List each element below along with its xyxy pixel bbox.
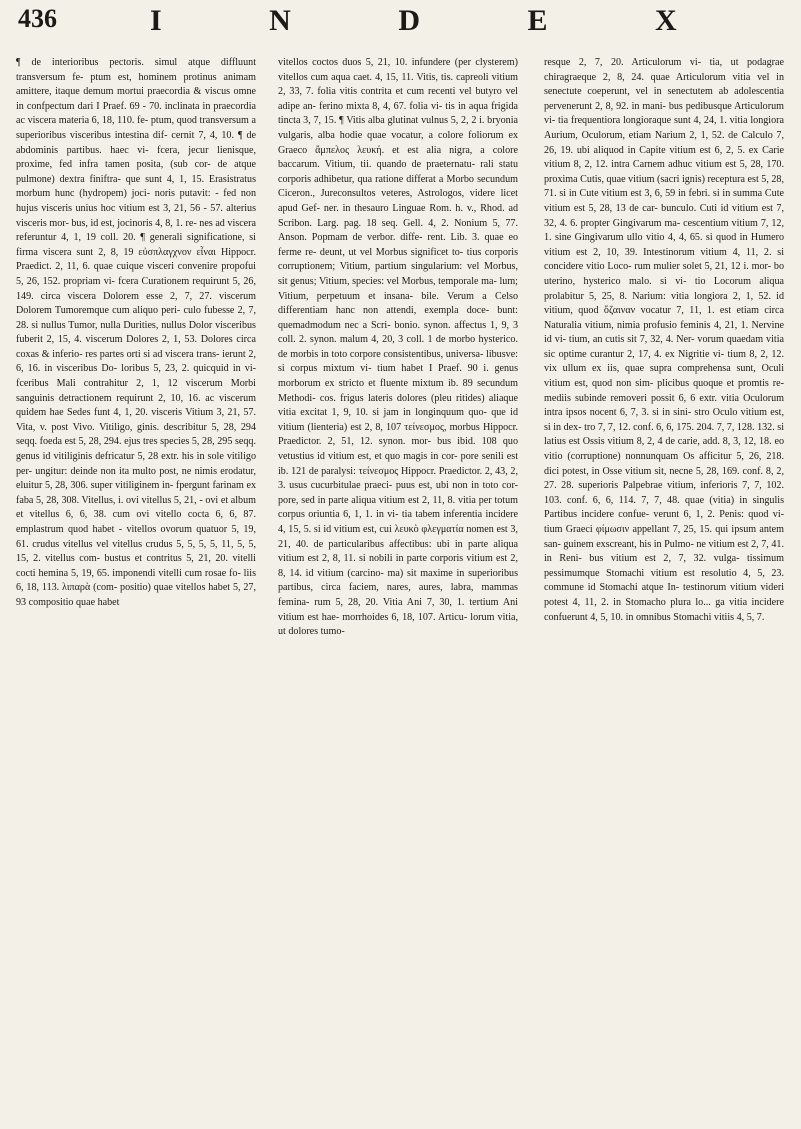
- index-column-middle: [278, 56, 518, 1096]
- running-head: I N D E X: [150, 4, 727, 37]
- index-columns: [16, 56, 786, 1096]
- page-header: [0, 0, 801, 48]
- column-text: resque 2, 7, 20. Articulorum vi- tia, ut podagrae chiragraeque 2, 8, 24. quae Articulorum vitia vel in senectute coeperunt, vel in senectutem ab adolescentia pervenerunt 2, 8, 92. in mani- bus pedibusque Articulorum vi- tia frequentiora longioraque sunt 4, 24, 1. vitia longiora Aurium, Oculorum, etiam Narium 2, 1, 52. de Calculo 7, 26, 19. ubi aliquod in Capite vitium est 6, 2, 5. ex Carie vitium 8, 2, 12. intra Carnem adhuc vitium est 5, 28, 170. proxima Cutis, quae vitium (sacri ignis) receptura est 5, 28, 71. si in Cute vitium est 3, 6, 59 in febri. si in summa Cute vitium est 5, 28, 13 de car- bunculo. Cuti id vitium est 7, 32, 4. 6. propter Gingivarum ma- cescentium vitium 7, 12, 1. sine Gingivarum ullo vitio 4, 4, 65. si quod in Humero vitium est 2, 10, 39. Intestinorum vitium 4, 11, 2. si concidere vitio Loco- rum mulier solet 5, 21, 12 i. mor- bo uterino, hysterico malo. si vi- tio Locorum aliqua prolabitur 5, 25, 8. Narium: vitia longiora 2, 1, 52. id vitium, quod ὄζαιναν vocatur 7, 11, 1. est etiam circa Naturalia vitium, nimia profusio feminis 4, 21, 1. Nervine id vi- tium, an cutis sit 7, 32, 4. Ner- vorum quaedam vitia sic optime curantur 2, 17, 4. ex Nigritie vi- tium 8, 2, 12. vix ullum ex iis, quae supra comprehensa sunt, Oculi vitium est, quod non sim- plicibus quoque et promtis re- mediis subinde removeri possit 6, 6 extr. vitia Oculorum intra ipsos nocent 6, 7, 3. si in sini- stro Oculo vitium est, si in dex- tro 7, 7, 12. conf. 6, 6, 175. 204. 7, 7, 128. 132. si latius est Ossis vitium 8, 2, 4 de carie, add. 8, 3, 12, 18. eo vitio (corruptione) nonnunquam Os afficitur 5, 26, 218. dici potest, in Osse vitium sit, necne 5, 28, 169. conf. 8, 2, 27. 28. superioris Palpebrae vitium, inferioris 7, 7, 102. 103. conf. 6, 6, 114. 7, 7, 48. quae (vitia) in singulis Partibus incidere confue- verunt 6, 1, 2. Penis: quod vi- tium Graeci φίμωσιν appellant 7, 25, 15. qui ipsum antem san- guinem exscreant, his in Pulmo- ne vitium est 2, 7, 41. in Reni- bus vitium est 2, 7, 32. vulga- tissimum pessimumque Stomachi vitium est resolutio 4, 5, 23. commune id Stomachi atque In- testinorum vitium videri potest 4, 11, 2. in Stomacho plura lo... ga vitia incidere confuerunt 4, 5, 10. in omnibus Stomachi vitiis 4, 5, 7.: [544, 57, 784, 623]
- column-text: vitellos coctos duos 5, 21, 10. infundere (per clysterem) vitellos cum aqua caet. 4, 15, 11. Vitis, tis. capreoli vitium 2, 33, 7. folia vitis contrita et cum recenti vel butyro vel adipe an- ferino mixta 8, 4, 67. folia vi- tis in aqua frigida tincta 3, 7, 15. ¶ Vitis alba glutinat vulnus 5, 2, 2 i. bryonia vulgaris, alba hodie quae vocatur, a colore foliorum ex Graeco ἄμπελος λευκή. et est alia nigra, a colore baccarum. Vitium, tii. quando de praeternatu- rali statu corporis adhibetur, qua ratione differat a Morbo secundum Ciceron., Jureconsultos veteres, Astrologos, videre licet apud Gef- ner. in thesauro Linguae Rom. h. v., Rhod. ad Scribon. Larg. pag. 18 seq. Gell. 4, 2. Nonium 5, 77. Anson. Popmam de verbor. diffe- rent. Lib. 3. quae eo ferme re- deunt, ut vel Morbus significet to- tius corporis corruptionem; Vitium, partium singularium: vel Morbus, sit genus; Vitium, species: vel Morbus, temporale ma- lum; Vitium, perpetuum et insana- bile. Verum a Celso differentiam hanc non attendi, exempla doce- bunt: quemadmodum nec a Scri- bonio. synon. affectus 1, 9, 3 coll. 2. synon. malum 4, 20, 3 coll. 1 de morbo hysterico. de morbis in toto corpore consistentibus, universa- libusve: si corpus mixtum vi- tium habet I Praef. 90 i. genus morborum ex stricto et fluente mixtum ib. 89 secundum Methodi- cos. frigus lateris dolores (pleu ritides) aliaque vitia excitat 1, 9, 10. si jam in longinquum quo- que id vitium (lienteria) est 2, 8, 107 τείνεσμος, morbus Hippocr. Praedictor. 2, 51, 12. synon. mor- bus ibid. 108 quo vetustius id vitium est, et quo magis in cor- pore senili est ib. 121 de paralysi: τείνεσμος Hippocr. Praedictor. 2, 43, 2, 3. usus cucurbitulae praeci- puus est, ubi non in toto cor- pore, sed in parte aliqua vitium est 2, 11, 8. vitia per totum corpus oriuntia 6, 1, 1. in vi- tia tabem inferentia incidere 4, 15, 5. si id vitium est, cui λευκὸ φλεγματία nomen est 3, 21, 40. de particularibus affectibus: ubi in parte aliqua vitium est 2, 8, 11. si nobili in parte corporis vitium est 2, 8, 14. id vitium (carcino- ma) sit maxime in superioribus partibus, circa faciem, nares, aures, labra, mammas femina- rum 5, 28, 20. Vitia Ani 7, 30, 1. tertium Ani vitium est hae- morrhoides 6, 18, 107. Articu- lorum vitia, ut dolores tumo-: [278, 57, 518, 638]
- index-column-left: [16, 56, 256, 1096]
- column-text: ¶ de interioribus pectoris. simul atque diffluunt transversum fe- ptum est, hominem protinus animam amittere, itaque demum mortui praecordia & viscus omne in confpectum dari I Praef. 69 - 70. inclinata in praecordia ac viscera materia 6, 18, 110. fe- ptum, quod transversum a superioribus visceribus intestina dif- cernit 7, 4, 10. ¶ de abdominis partibus. haec vi- fcera, jecur lienisque, proxime, fed infra tamen posita, (sub cor- de atque pulmone) dextra finiftra- que sunt 4, 1, 15. Erasistratus morbum hunc (hydropem) joci- noris putavit: - fed non hujus visceris unius hoc vitium est 3, 21, 56 - 57. alterius visceris mor- bus, id est, jocinoris 4, 8, 1. re- nes ad viscera referuntur 4, 1, 19 coll. 20. ¶ generali significatione, si firma viscera sunt 2, 8, 19 εὐσπλαγχνον εἶναι Hippocr. Praedict. 2, 11, 6. quae cuique visceri convenire propofui 5, 26, 152. propriam vi- fcera Curationem requirunt 5, 26, 149. circa viscera Dolorem esse 2, 7, 27. viscerum Dolorem Tumoremque cum aliquo peri- culo fubesse 2, 7, 28. si nullus Tumor, nulla Durities, nullus Dolor visceribus fuberit 2, 15, 4. viscerum Dolores 2, 1, 53. Dolores circa coxas & inferio- res partes orti si ad viscera trans- ierunt 2, 6, 16. in visceribus Do- loribus 5, 23, 2. quicquid in vi- fceribus Mali contrahitur 2, 1, 12 viscerum Morbi sanguinis detractionem requirunt 2, 10, 16. ac viscerum quidem hae Sedes funt 4, 1, 20. visceris Vitium 3, 21, 57. Vita, v. post Vivo. Vitiligo, ginis. describitur 5, 28, 294 seqq. foeda est 5, 28, 294. ejus tres species 5, 28, 295 seqq. genus id vitiliginis defricatur 5, 28 extr. his in sole vitiligo per- ungitur: deinde non ita multo post, ne nimis erodatur, eluitur 5, 28, 306. super vitiliginem in- fpergunt farinam ex faba 5, 28, 308. Vitellus, i. ovi vitellus 5, 21, - ovi et album et vitellus 6, 6, 38. cum ovi vitello cocta 6, 6, 87. emplastrum quod habet - vitellos ovorum quatuor 5, 19, 61. crudus vitellus vel vitellus crudus 5, 5, 5, 5, 11, 5, 5, 15, 2. vitellus com- bustus et contritus 5, 21, 20. vitelli cocti hemina 5, 19, 65. imponendi vitelli cum rosae fo- liis 6, 18, 113. λιπαρὰ (com- positio) quae vitellos habet 5, 27, 93 compositio quae habet: [16, 57, 256, 608]
- index-column-right: [544, 56, 784, 1096]
- page-number: 436: [18, 4, 57, 33]
